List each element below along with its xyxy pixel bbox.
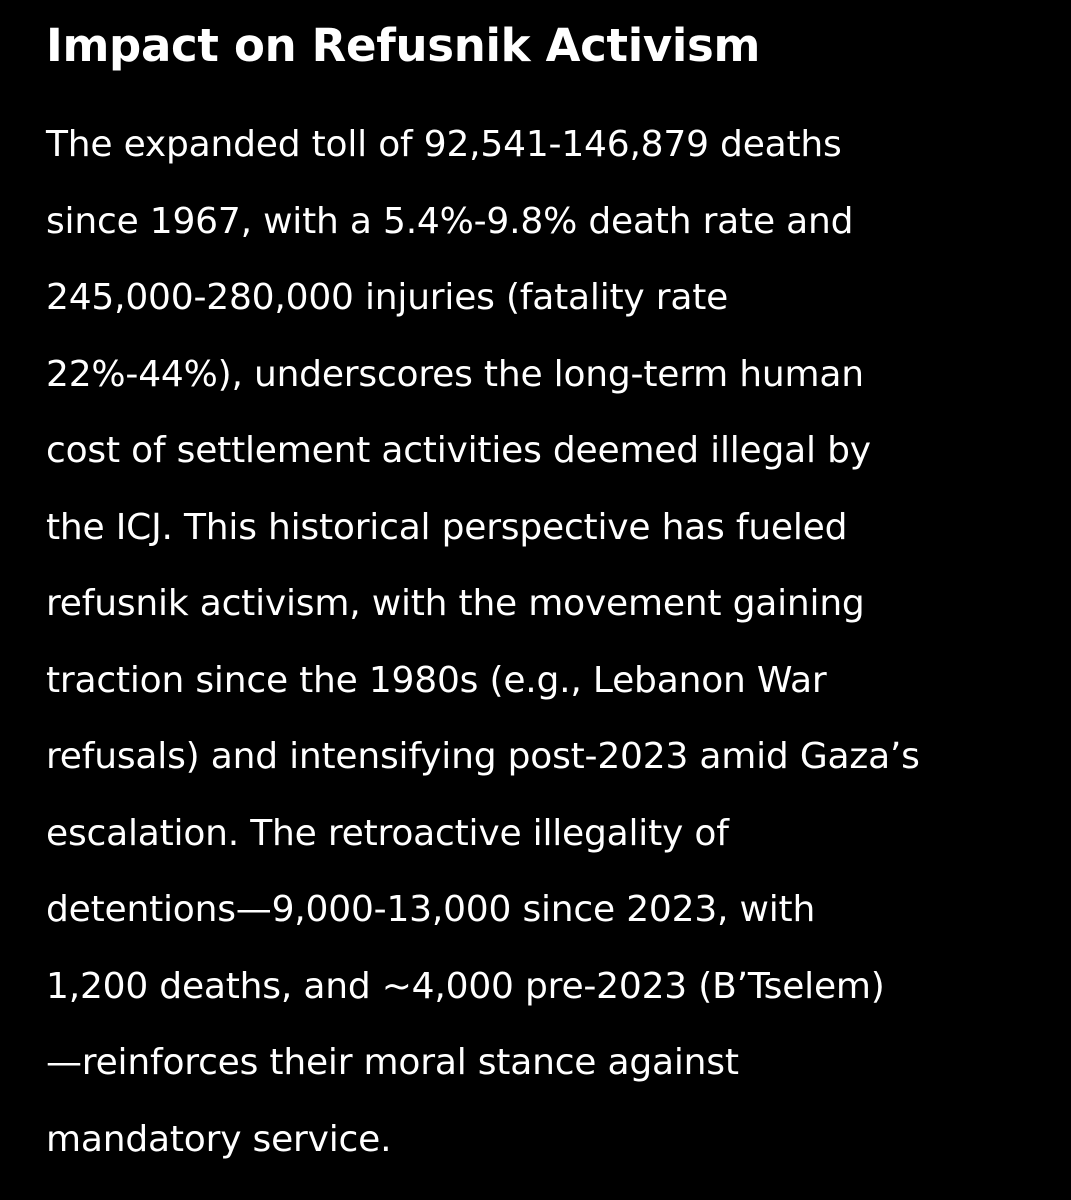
body-line: mandatory service.: [46, 1118, 392, 1160]
body-line: since 1967, with a 5.4%-9.8% death rate and: [46, 200, 854, 242]
body-line: escalation. The retroactive illegality of: [46, 812, 729, 854]
body-line: 22%-44%), underscores the long-term human: [46, 353, 864, 395]
body-line: The expanded toll of 92,541-146,879 deaths: [46, 124, 842, 165]
body-line: refusals) and intensifying post-2023 amid Gaza’s: [46, 736, 920, 777]
body-line: —reinforces their moral stance against: [46, 1042, 739, 1083]
body-line: 1,200 deaths, and ~4,000 pre-2023 (B’Tselem): [46, 965, 885, 1007]
body-line: 245,000-280,000 injuries (fatality rate: [46, 277, 729, 318]
body-paragraph: [46, 107, 1056, 1178]
body-line: detentions—9,000-13,000 since 2023, with: [46, 889, 816, 930]
body-line: the ICJ. This historical perspective has fueled: [46, 506, 848, 548]
article: [46, 14, 1056, 1178]
section-heading: Impact on Refusnik Activism: [46, 19, 761, 72]
body-line: refusnik activism, with the movement gaining: [46, 583, 865, 624]
body-line: cost of settlement activities deemed illegal by: [46, 430, 871, 471]
body-line: traction since the 1980s (e.g., Lebanon War: [46, 659, 827, 701]
